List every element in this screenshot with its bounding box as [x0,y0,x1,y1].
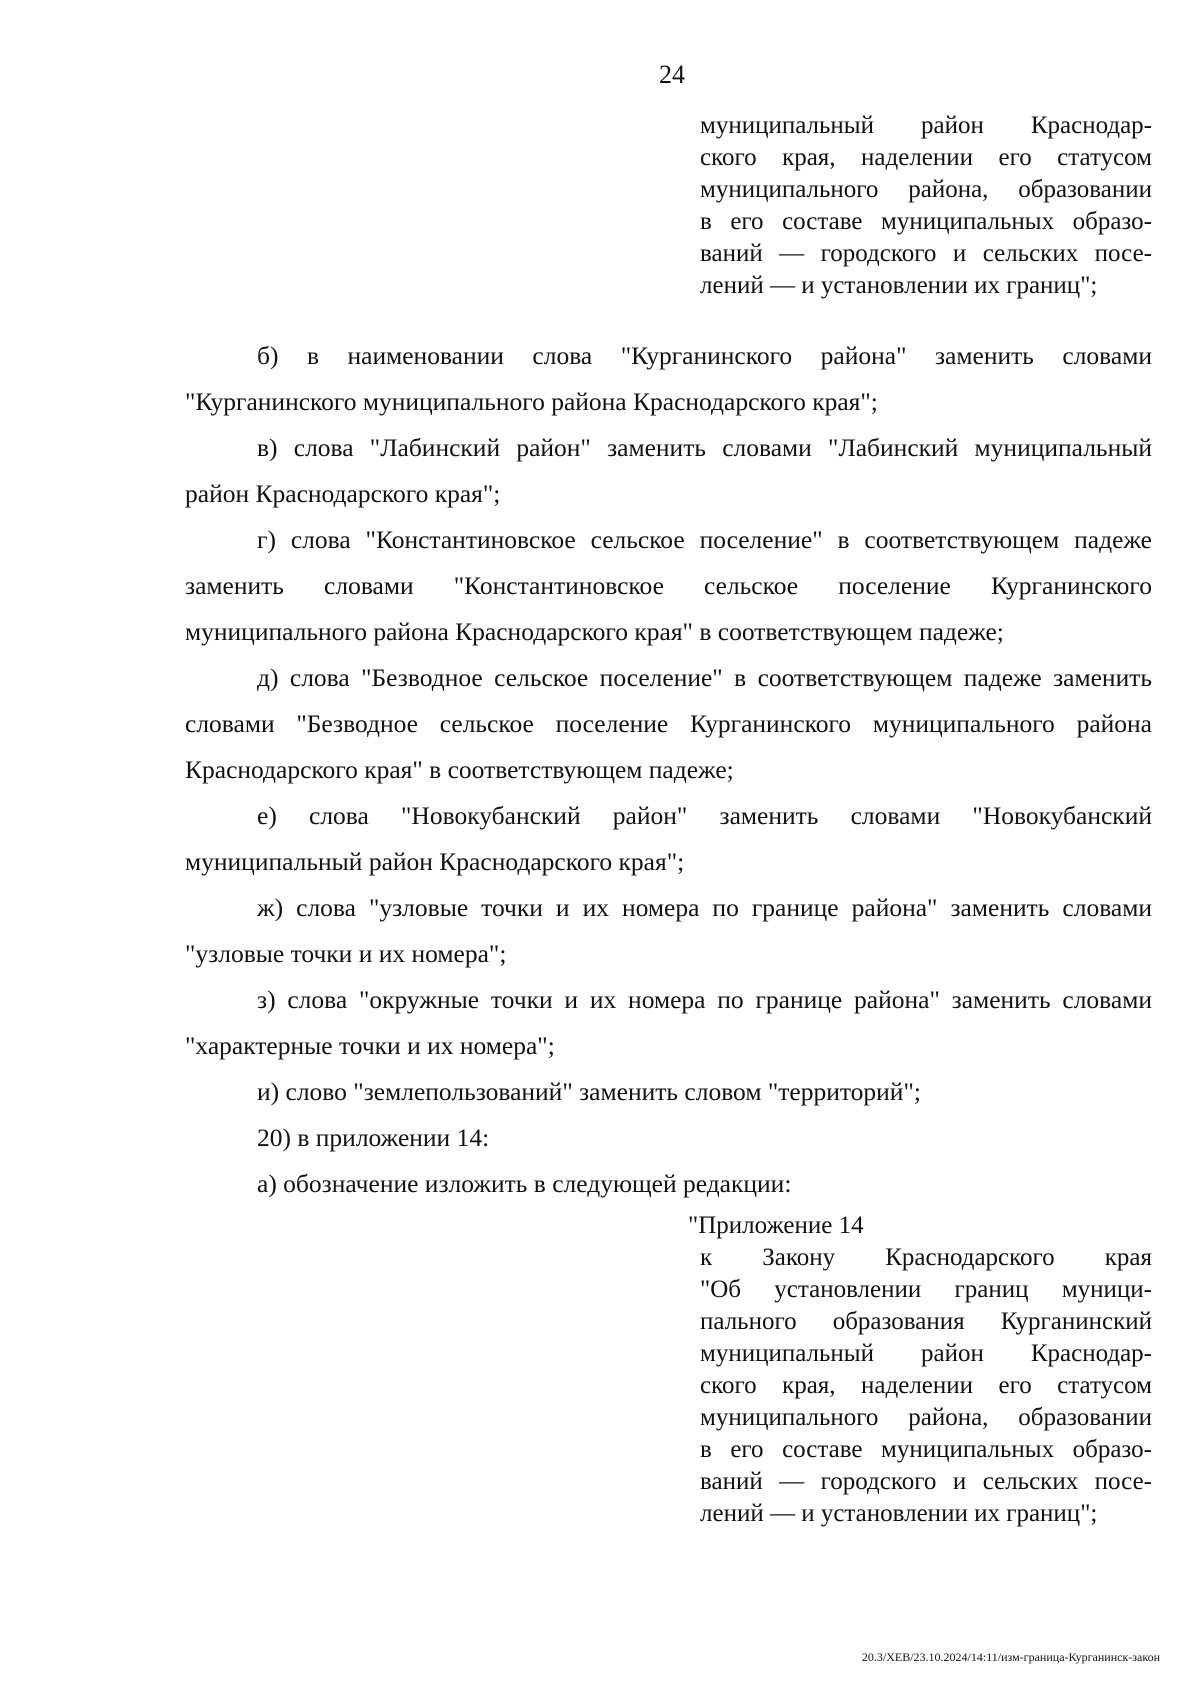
annex-title-line: ваний — городского и сельских посе- [700,240,1152,267]
annex-line: пального образования Курганинский [700,1308,1152,1335]
paragraph-d: д) слова "Безводное сельское поселение" в соответствующем падеже заменить словами "Безводное сельское поселение Курганинского муниципального района Краснодарского края" в соответствующем падеже; [185,663,1152,784]
paragraph-z: з) слова "окружные точки и их номера по границе района" заменить словами "характерные точки и их номера"; [185,985,1152,1060]
annex-line: к Закону Краснодарского края [700,1244,1152,1271]
annex-title-continuation [700,110,1152,302]
page-number: 24 [659,60,685,89]
annex-title-line: лений — и установлении их границ"; [700,272,1098,299]
paragraph-20: 20) в приложении 14: [257,1123,490,1152]
paragraph-b: б) в наименовании слова "Курганинского района" заменить словами "Курганинского муниципального района Краснодарского края"; [185,341,1152,416]
annex-line: лений — и установлении их границ"; [700,1500,1098,1527]
paragraph-i: и) слово "землепользований" заменить словом "территорий"; [257,1077,921,1106]
document-footer-code: 20.3/ХЕВ/23.10.2024/14:11/изм-граница-Курганинск-закон [861,1650,1160,1664]
paragraph-a: а) обозначение изложить в следующей редакции: [257,1169,792,1198]
annex-heading: "Приложение 14 [688,1212,864,1239]
annex-14-heading-block [688,1210,1152,1530]
annex-title-line: ского края, наделении его статусом [700,144,1152,171]
paragraph-e: е) слова "Новокубанский район" заменить словами "Новокубанский муниципальный район Краснодарского края"; [185,801,1152,876]
annex-line: ского края, наделении его статусом [700,1372,1152,1399]
paragraph-v: в) слова "Лабинский район" заменить словами "Лабинский муниципальный район Краснодарского края"; [185,433,1152,508]
annex-line: в его составе муниципальных образо- [700,1436,1152,1463]
annex-line: муниципальный район Краснодар- [700,1340,1152,1367]
paragraph-zh: ж) слова "узловые точки и их номера по границе района" заменить словами "узловые точки и их номера"; [185,893,1152,968]
annex-line: "Об установлении границ муници- [700,1276,1152,1303]
annex-title-line: муниципальный район Краснодар- [700,112,1152,139]
annex-title-line: муниципального района, образовании [700,176,1152,203]
annex-title-line: в его составе муниципальных образо- [700,208,1152,235]
annex-line: муниципального района, образовании [700,1404,1152,1431]
document-body [185,333,1152,1207]
annex-line: ваний — городского и сельских посе- [700,1468,1152,1495]
paragraph-g: г) слова "Константиновское сельское поселение" в соответствующем падеже заменить словами "Константиновское сельское поселение Курганинского муниципального района Краснодарского края" в соответствующем падеже; [185,525,1152,646]
